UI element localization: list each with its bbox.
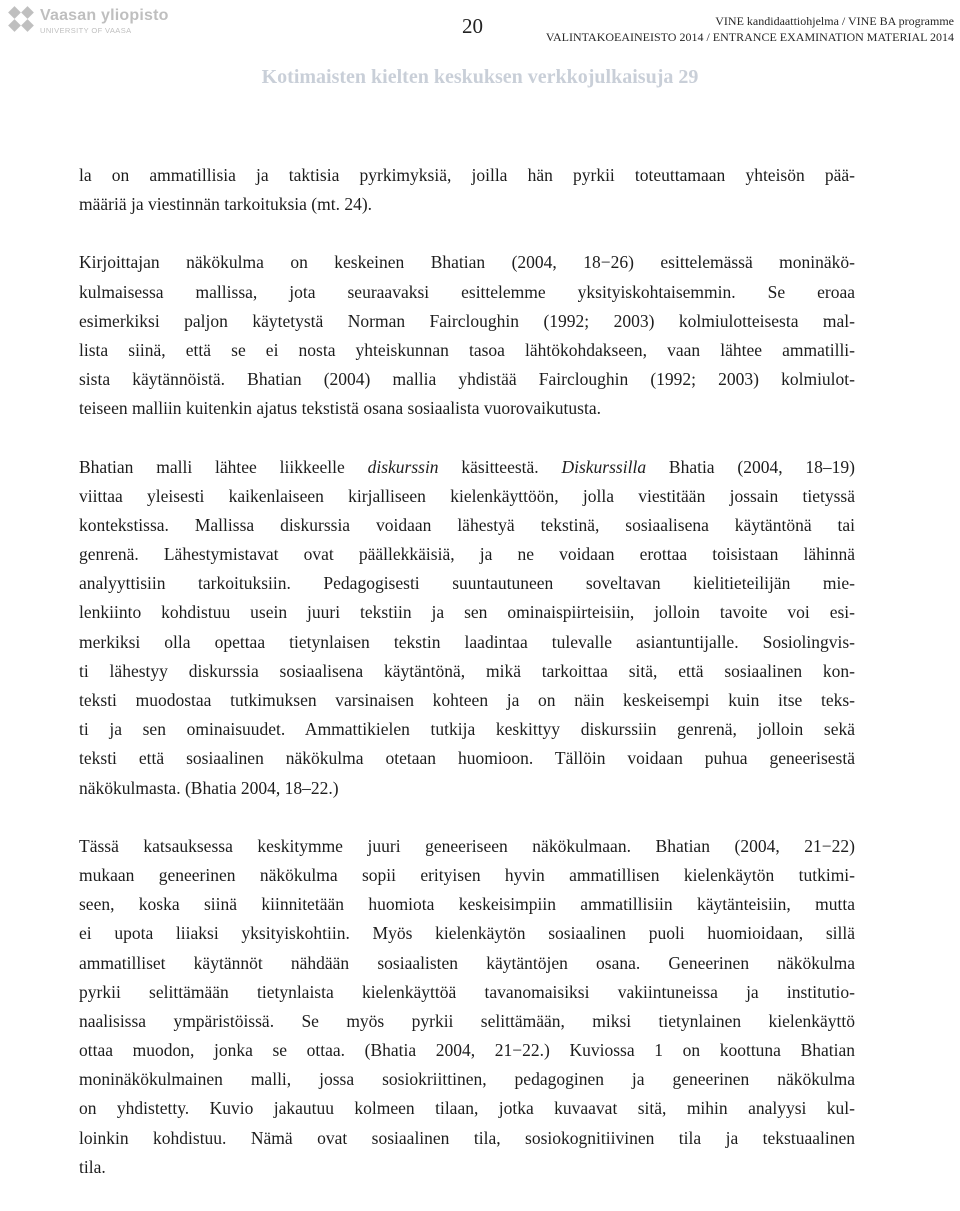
text-run: Bhatian malli lähtee liikkeelle (79, 456, 368, 477)
text-line: Kirjoittajan näkökulma on keskeinen Bhatian (2004, 18−26) esittelemässä moninäkö- (79, 252, 855, 273)
university-logo (0, 0, 200, 40)
text-run: käsitteestä. (438, 456, 562, 477)
text-line: moninäkökulmainen malli, jossa sosiokriittinen, pedagoginen ja geneerinen näkökulma (79, 1069, 855, 1090)
paragraph-3 (79, 453, 855, 803)
text-line: Tässä katsauksessa keskitymme juuri geneeriseen näkökulmaan. Bhatian (2004, 21−22) (79, 835, 855, 856)
text-line: on yhdistetty. Kuvio jakautuu kolmeen tilaan, jotka kuvaavat sitä, mihin analyysi kul- (79, 1098, 855, 1119)
text-line: mukaan geneerinen näkökulma sopii erityisen hyvin ammatillisen kielenkäytön tutkimi- (79, 864, 855, 885)
text-line: merkiksi olla opettaa tietynlaisen tekstin laadintaa tulevalle asiantuntijalle. Sosiolingvis- (79, 631, 855, 652)
text-line: sista käytännöistä. Bhatian (2004) mallia yhdistää Faircloughin (1992; 2003) kolmiulot- (79, 369, 855, 390)
body-text (79, 161, 855, 1211)
text-line: loinkin kohdistuu. Nämä ovat sosiaalinen tila, sosiokognitiivinen tila ja tekstuaalinen (79, 1127, 855, 1148)
logo-name: Vaasan yliopisto (40, 7, 169, 24)
italic-term: diskurssin (367, 456, 439, 477)
text-line: ei upota liiaksi yksityiskohtiin. Myös kielenkäytön sosiaalinen puoli huomioidaan, sillä (79, 923, 855, 944)
italic-term: Diskurssilla (561, 456, 647, 477)
text-line: näkökulmasta. (Bhatia 2004, 18–22.) (79, 777, 339, 798)
text-line: ottaa muodon, jonka se ottaa. (Bhatia 2004, 21−22.) Kuviossa 1 on koottuna Bhatian (79, 1040, 855, 1061)
text-line: teksti muodostaa tutkimuksen varsinaisen kohteen ja on näin keskeisempi kuin itse teks- (79, 690, 855, 710)
text-line: kontekstissa. Mallissa diskurssia voidaan lähestyä tekstinä, sosiaalisena käytäntönä tai (79, 514, 855, 535)
text-run: Bhatia (2004, 18–19) (646, 456, 855, 477)
text-line: la on ammatillisia ja taktisia pyrkimyksiä, joilla hän pyrkii toteuttamaan yhteisön pää- (79, 165, 855, 185)
text-line: viittaa yleisesti kaikenlaiseen kirjalliseen kielenkäyttöön, jolla viestitään jossain tietyssä (79, 485, 855, 506)
text-line: genrenä. Lähestymistavat ovat päällekkäisiä, ja ne voidaan erottaa toisistaan lähinnä (79, 544, 855, 565)
text-line: kulmaisessa mallissa, jota seuraavaksi esittelemme yksityiskohtaisemmin. Se eroaa (79, 281, 855, 302)
text-line: ti lähestyy diskurssia sosiaalisena käytäntönä, mikä tarkoittaa sitä, että sosiaalinen kon- (79, 660, 855, 681)
text-line: lenkiinto kohdistuu usein juuri tekstiin ja sen ominaispiirteisiin, jolloin tavoite voi esi- (79, 602, 855, 623)
header-program-info (546, 13, 954, 45)
series-title: Kotimaisten kielten keskuksen verkkojulkaisuja 29 (261, 66, 699, 88)
text-line: teiseen malliin kuitenkin ajatus tekstistä osana sosiaalista vuorovaikutusta. (79, 398, 601, 419)
university-logo-icon (6, 4, 36, 34)
text-line: seen, koska siinä kiinnitetään huomiota keskeisimpiin ammatillisiin käytänteisiin, mutta (79, 894, 855, 915)
paragraph-1 (79, 161, 855, 219)
paragraph-4 (79, 832, 855, 1182)
paragraph-2 (79, 248, 855, 423)
exam-material-label: VALINTAKOEAINEISTO 2014 / ENTRANCE EXAMINATION MATERIAL 2014 (545, 30, 954, 44)
page-number: 20 (462, 14, 483, 38)
text-line: ammatilliset käytännöt nähdään sosiaalisten käytäntöjen osana. Geneerinen näkökulma (79, 952, 855, 973)
text-line: määriä ja viestinnän tarkoituksia (mt. 24). (79, 194, 373, 215)
text-line: naalisissa ympäristöissä. Se myös pyrkii selittämään, miksi tietynlainen kielenkäyttö (79, 1010, 855, 1031)
text-line: ti ja sen ominaisuudet. Ammattikielen tutkija keskittyy diskurssiin genrenä, jolloin sekä (79, 719, 855, 740)
text-line: analyyttisiin tarkoituksiin. Pedagogisesti suuntautuneen soveltavan kielitieteilijän mie- (79, 573, 855, 594)
text-line: lista siinä, että se ei nosta yhteiskunnan tasoa lähtökohdakseen, vaan lähtee ammatilli- (79, 339, 855, 360)
text-line (79, 453, 855, 482)
text-line: teksti että sosiaalinen näkökulma otetaan huomioon. Tällöin voidaan puhua geneerisestä (79, 748, 855, 769)
text-line: pyrkii selittämään tietynlaista kielenkäyttöä tavanomaisiksi vakiintuneissa ja institutio- (79, 981, 855, 1002)
text-line: tila. (79, 1156, 106, 1177)
logo-subtitle: UNIVERSITY OF VAASA (40, 26, 132, 35)
text-line: esimerkiksi paljon käytetystä Norman Faircloughin (1992; 2003) kolmiulotteisesta mal- (79, 310, 855, 331)
logo-text (40, 8, 169, 35)
program-name: VINE kandidaattiohjelma / VINE BA programme (715, 14, 954, 28)
